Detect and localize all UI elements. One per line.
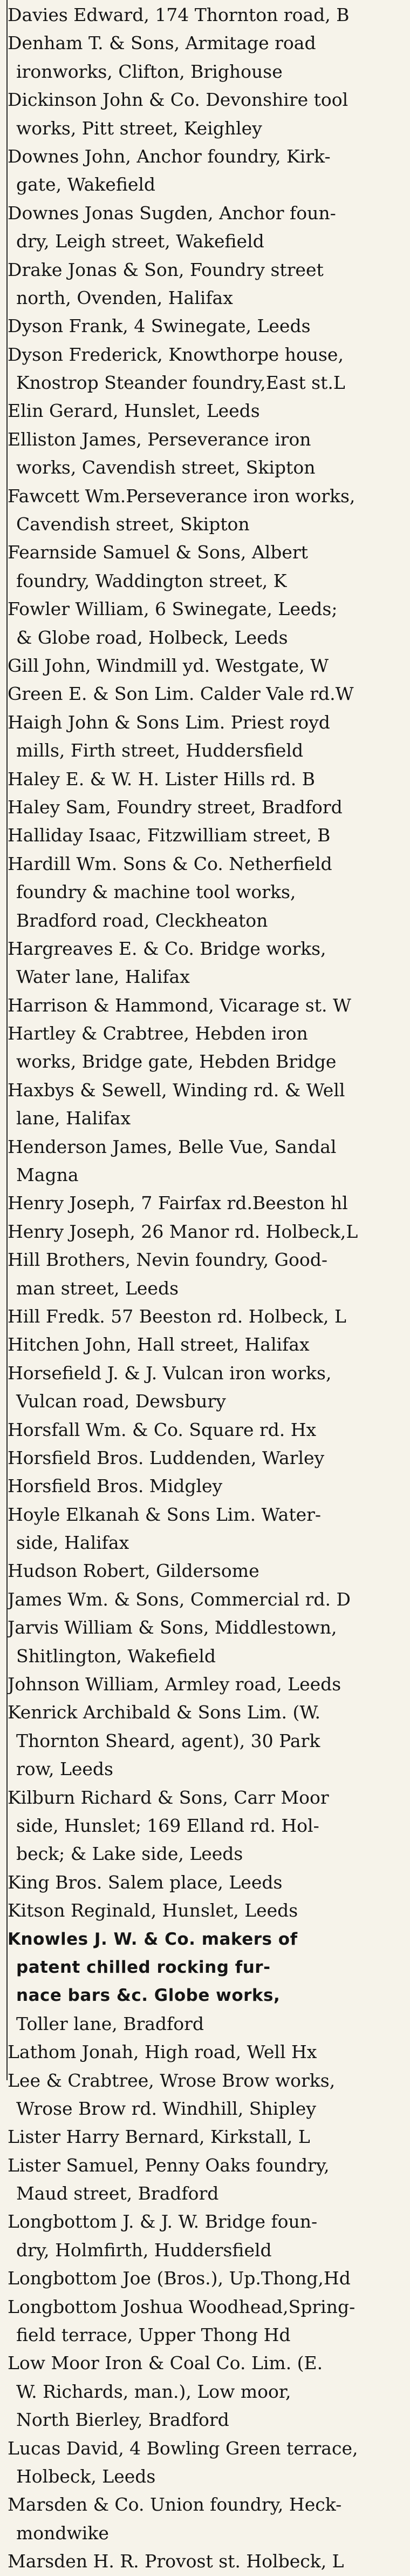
- directory-entry: [8, 1557, 408, 1585]
- entry-line: Henderson James, Belle Vue, Sandal: [8, 1136, 337, 1157]
- entry-continuation-line: gate, Wakefield: [16, 174, 156, 195]
- entry-line: Hoyle Elkanah & Sons Lim. Water-: [8, 1503, 322, 1525]
- directory-entry: [8, 341, 408, 397]
- entry-continuation-line: beck; & Lake side, Leeds: [16, 1843, 243, 1865]
- entry-continuation-line: Bradford road, Cleckheaton: [16, 909, 268, 931]
- directory-entry: [8, 1670, 408, 1698]
- directory-entry: [8, 652, 408, 680]
- entry-line: Hitchen John, Hall street, Halifax: [8, 1334, 310, 1356]
- directory-entry: [8, 1331, 408, 1359]
- entry-continuation-line: W. Richards, man.), Low moor,: [16, 2381, 291, 2402]
- entry-line: Elliston James, Perseverance iron: [8, 428, 311, 450]
- directory-entry: [8, 595, 408, 652]
- entry-line: Hardill Wm. Sons & Co. Netherfield: [8, 853, 332, 874]
- directory-entry: [8, 29, 408, 86]
- entry-line: Marsden H. R. Provost st. Holbeck, L: [8, 2551, 344, 2572]
- directory-entry: [8, 1925, 408, 2039]
- entry-line: Davies Edward, 174 Thornton road, B: [8, 4, 350, 25]
- entry-continuation-line: & Globe road, Holbeck, Leeds: [16, 626, 288, 648]
- entry-line: Dickinson John & Co. Devonshire tool: [8, 89, 348, 111]
- directory-entry: [8, 1472, 408, 1500]
- directory-entry: [8, 1444, 408, 1472]
- entry-line: Harrison & Hammond, Vicarage st. W: [8, 994, 351, 1016]
- directory-entry: [8, 1869, 408, 1897]
- entry-continuation-line: North Bierley, Bradford: [16, 2409, 229, 2431]
- directory-entry: [8, 2547, 408, 2575]
- entry-line: King Bros. Salem place, Leeds: [8, 1871, 283, 1893]
- directory-entry: [8, 765, 408, 793]
- entry-line: Drake Jonas & Son, Foundry street: [8, 259, 324, 280]
- entry-continuation-line: Vulcan road, Dewsbury: [16, 1391, 226, 1412]
- entry-line: Knowles J. W. & Co. makers of: [8, 1929, 298, 1949]
- entry-continuation-line: Holbeck, Leeds: [16, 2465, 156, 2487]
- entry-line: Halliday Isaac, Fitzwilliam street, B: [8, 825, 331, 846]
- directory-entry: [8, 1416, 408, 1444]
- directory-entry: [8, 86, 408, 143]
- directory-entry: [8, 2264, 408, 2292]
- directory-entries: [8, 1, 408, 2576]
- entry-line: James Wm. & Sons, Commercial rd. D: [8, 1588, 351, 1610]
- entry-line: Fowler William, 6 Swinegate, Leeds;: [8, 598, 338, 620]
- directory-entry: [8, 143, 408, 199]
- entry-line: Longbottom Joe (Bros.), Up.Thong,Hd: [8, 2268, 351, 2289]
- directory-entry: [8, 426, 408, 482]
- directory-entry: [8, 397, 408, 425]
- directory-entry: [8, 256, 408, 313]
- entry-line: Marsden & Co. Union foundry, Heck-: [8, 2494, 342, 2516]
- entry-continuation-line: north, Ovenden, Halifax: [16, 287, 233, 308]
- entry-line: Denham T. & Sons, Armitage road: [8, 32, 316, 54]
- directory-entry: [8, 821, 408, 849]
- entry-line: Hill Fredk. 57 Beeston rd. Holbeck, L: [8, 1305, 346, 1327]
- entry-continuation-line: ironworks, Clifton, Brighouse: [16, 60, 283, 82]
- directory-entry: [8, 709, 408, 765]
- directory-entry: [8, 2491, 408, 2547]
- entry-line: Green E. & Son Lim. Calder Vale rd.W: [8, 683, 354, 705]
- directory-entry: [8, 2123, 408, 2151]
- directory-entry: [8, 1020, 408, 1076]
- entry-continuation-line: foundry, Waddington street, K: [16, 570, 287, 591]
- entry-continuation-line: lane, Halifax: [16, 1108, 131, 1129]
- entry-line: Kilburn Richard & Sons, Carr Moor: [8, 1786, 329, 1808]
- directory-entry: [8, 2152, 408, 2208]
- entry-continuation-line: side, Halifax: [16, 1532, 129, 1554]
- entry-continuation-line: Water lane, Halifax: [16, 966, 190, 988]
- directory-entry: [8, 199, 408, 256]
- entry-continuation-line: works, Cavendish street, Skipton: [16, 457, 316, 478]
- directory-entry: [8, 2435, 408, 2491]
- directory-entry: [8, 538, 408, 595]
- entry-continuation-line: dry, Leigh street, Wakefield: [16, 231, 264, 252]
- entry-line: Low Moor Iron & Coal Co. Lim. (E.: [8, 2352, 323, 2374]
- entry-line: Hartley & Crabtree, Hebden iron: [8, 1023, 308, 1044]
- entry-line: Gill John, Windmill yd. Westgate, W: [8, 655, 329, 676]
- entry-continuation-line: foundry & machine tool works,: [16, 881, 296, 903]
- entry-continuation-line: mondwike: [16, 2522, 109, 2544]
- directory-entry: [8, 1076, 408, 1133]
- entry-line: Johnson William, Armley road, Leeds: [8, 1674, 341, 1695]
- entry-continuation-line: side, Hunslet; 169 Elland rd. Hol-: [16, 1815, 319, 1836]
- entry-line: Lister Harry Bernard, Kirkstall, L: [8, 2126, 310, 2148]
- entry-continuation-line: works, Pitt street, Keighley: [16, 117, 262, 139]
- directory-entry: [8, 312, 408, 340]
- directory-entry: [8, 1614, 408, 1670]
- entry-line: Henry Joseph, 7 Fairfax rd.Beeston hl: [8, 1192, 348, 1214]
- directory-entry: [8, 1784, 408, 1869]
- directory-entry: [8, 2349, 408, 2434]
- entry-continuation-line: patent chilled rocking fur-: [16, 1957, 271, 1977]
- entry-line: Horsfall Wm. & Co. Square rd. Hx: [8, 1419, 317, 1440]
- directory-entry: [8, 850, 408, 935]
- entry-continuation-line: Wrose Brow rd. Windhill, Shipley: [16, 2098, 316, 2119]
- entry-line: Hargreaves E. & Co. Bridge works,: [8, 938, 326, 959]
- entry-continuation-line: Toller lane, Bradford: [16, 2013, 204, 2034]
- directory-entry: [8, 1218, 408, 1246]
- directory-entry: [8, 2208, 408, 2264]
- entry-line: Jarvis William & Sons, Middlestown,: [8, 1617, 337, 1638]
- entry-continuation-line: Shitlington, Wakefield: [16, 1645, 216, 1667]
- entry-continuation-line: dry, Holmfirth, Huddersfield: [16, 2239, 272, 2261]
- entry-line: Kenrick Archibald & Sons Lim. (W.: [8, 1702, 320, 1723]
- directory-entry: [8, 1586, 408, 1614]
- entry-line: Lee & Crabtree, Wrose Brow works,: [8, 2069, 336, 2091]
- entry-line: Horsefield J. & J. Vulcan iron works,: [8, 1362, 332, 1384]
- entry-line: Lucas David, 4 Bowling Green terrace,: [8, 2437, 358, 2459]
- entry-continuation-line: nace bars &c. Globe works,: [16, 1986, 281, 2006]
- directory-entry: [8, 793, 408, 821]
- entry-line: Lathom Jonah, High road, Well Hx: [8, 2041, 317, 2063]
- entry-line: Hill Brothers, Nevin foundry, Good-: [8, 1249, 328, 1271]
- entry-line: Fawcett Wm.Perseverance iron works,: [8, 485, 356, 507]
- directory-entry: [8, 2038, 408, 2066]
- entry-continuation-line: Cavendish street, Skipton: [16, 514, 250, 535]
- directory-entry: [8, 680, 408, 708]
- entry-line: Hudson Robert, Gildersome: [8, 1560, 259, 1582]
- entry-continuation-line: mills, Firth street, Huddersfield: [16, 740, 304, 761]
- entry-continuation-line: Magna: [16, 1164, 79, 1186]
- entry-continuation-line: works, Bridge gate, Hebden Bridge: [16, 1051, 337, 1073]
- entry-line: Lister Samuel, Penny Oaks foundry,: [8, 2154, 330, 2176]
- entry-continuation-line: man street, Leeds: [16, 1277, 179, 1299]
- entry-line: Haley Sam, Foundry street, Bradford: [8, 796, 343, 818]
- directory-entry: [8, 2293, 408, 2350]
- entry-continuation-line: row, Leeds: [16, 1758, 113, 1780]
- entry-line: Haigh John & Sons Lim. Priest royd: [8, 711, 330, 733]
- entry-line: Haley E. & W. H. Lister Hills rd. B: [8, 768, 315, 790]
- entry-continuation-line: Thornton Sheard, agent), 30 Park: [16, 1730, 320, 1751]
- directory-entry: [8, 1, 408, 29]
- entry-line: Elin Gerard, Hunslet, Leeds: [8, 400, 260, 422]
- entry-line: Haxbys & Sewell, Winding rd. & Well: [8, 1079, 345, 1101]
- entry-continuation-line: Knostrop Steander foundry,East st.L: [16, 372, 345, 394]
- directory-entry: [8, 2067, 408, 2123]
- directory-entry: [8, 992, 408, 1020]
- directory-entry: [8, 935, 408, 992]
- entry-continuation-line: Maud street, Bradford: [16, 2183, 219, 2204]
- directory-entry: [8, 1303, 408, 1331]
- entry-line: Downes John, Anchor foundry, Kirk-: [8, 145, 331, 167]
- entry-continuation-line: field terrace, Upper Thong Hd: [16, 2324, 291, 2346]
- entry-line: Dyson Frank, 4 Swinegate, Leeds: [8, 315, 311, 337]
- directory-entry: [8, 1897, 408, 1925]
- entry-line: Longbottom J. & J. W. Bridge foun-: [8, 2211, 318, 2233]
- entry-line: Dyson Frederick, Knowthorpe house,: [8, 343, 344, 365]
- entry-line: Kitson Reginald, Hunslet, Leeds: [8, 1900, 298, 1921]
- entry-line: Horsfield Bros. Midgley: [8, 1475, 223, 1497]
- directory-entry: [8, 1698, 408, 1783]
- directory-entry: [8, 1501, 408, 1557]
- entry-line: Fearnside Samuel & Sons, Albert: [8, 542, 308, 563]
- directory-entry: [8, 482, 408, 539]
- directory-entry: [8, 1359, 408, 1416]
- entry-line: Longbottom Joshua Woodhead,Spring-: [8, 2296, 356, 2317]
- entry-line: Downes Jonas Sugden, Anchor foun-: [8, 202, 336, 224]
- directory-entry: [8, 1189, 408, 1217]
- entry-line: Henry Joseph, 26 Manor rd. Holbeck,L: [8, 1220, 358, 1242]
- directory-entry: [8, 1246, 408, 1303]
- directory-entry: [8, 1133, 408, 1190]
- entry-line: Horsfield Bros. Luddenden, Warley: [8, 1447, 325, 1468]
